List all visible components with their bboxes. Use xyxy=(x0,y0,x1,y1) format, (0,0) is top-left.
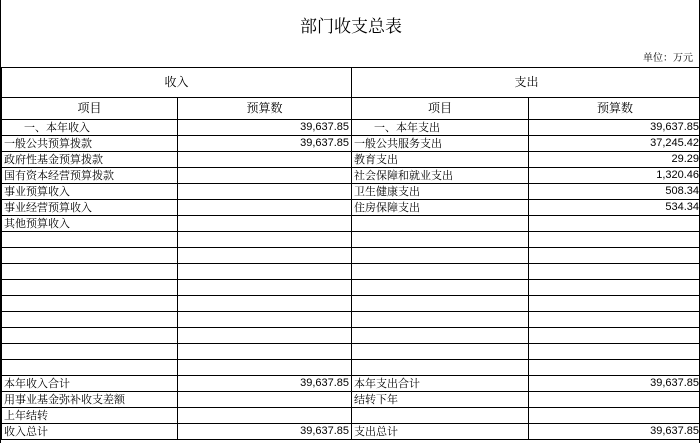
expense-budget-cell xyxy=(529,360,700,376)
income-budget-cell xyxy=(178,264,352,280)
expense-item-cell: 支出总计 xyxy=(352,424,529,440)
table-row xyxy=(2,184,700,200)
expense-item-cell xyxy=(352,312,529,328)
income-item-cell: 本年收入合计 xyxy=(2,376,178,392)
table-row xyxy=(2,232,700,248)
table-row xyxy=(2,216,700,232)
expense-item-cell: 结转下年 xyxy=(352,392,529,408)
table-row xyxy=(2,376,700,392)
table-row xyxy=(2,424,700,440)
expense-budget-cell: 37,245.42 xyxy=(529,136,700,152)
expense-budget-cell: 1,320.46 xyxy=(529,168,700,184)
income-item-cell xyxy=(2,360,178,376)
income-budget-cell: 39,637.85 xyxy=(178,424,352,440)
section-header-row xyxy=(2,68,700,98)
income-item-cell xyxy=(2,248,178,264)
income-budget-cell xyxy=(178,280,352,296)
income-budget-cell xyxy=(178,184,352,200)
income-budget-cell xyxy=(178,248,352,264)
expense-item-header: 项目 xyxy=(352,98,529,120)
income-item-cell xyxy=(2,232,178,248)
income-item-cell: 一、本年收入 xyxy=(2,120,178,136)
income-item-cell: 收入总计 xyxy=(2,424,178,440)
income-budget-cell xyxy=(178,312,352,328)
income-item-cell xyxy=(2,344,178,360)
table-row xyxy=(2,264,700,280)
expense-budget-cell: 39,637.85 xyxy=(529,424,700,440)
expense-budget-cell: 29.29 xyxy=(529,152,700,168)
table-row xyxy=(2,296,700,312)
income-budget-cell xyxy=(178,344,352,360)
expense-budget-cell: 39,637.85 xyxy=(529,120,700,136)
expense-item-cell: 住房保障支出 xyxy=(352,200,529,216)
table-row xyxy=(2,312,700,328)
expense-item-cell xyxy=(352,408,529,424)
expense-item-cell: 社会保障和就业支出 xyxy=(352,168,529,184)
expense-budget-cell xyxy=(529,248,700,264)
expense-budget-cell: 39,637.85 xyxy=(529,376,700,392)
table-row xyxy=(2,344,700,360)
income-budget-cell xyxy=(178,360,352,376)
page-title: 部门收支总表 xyxy=(300,17,402,37)
income-section-header: 收入 xyxy=(2,68,352,98)
expense-budget-cell xyxy=(529,280,700,296)
expense-budget-cell xyxy=(529,296,700,312)
expense-item-cell xyxy=(352,344,529,360)
income-item-cell: 政府性基金预算拨款 xyxy=(2,152,178,168)
expense-budget-header: 预算数 xyxy=(529,98,700,120)
expense-budget-cell xyxy=(529,328,700,344)
table-row xyxy=(2,360,700,376)
income-budget-cell xyxy=(178,392,352,408)
income-budget-cell xyxy=(178,200,352,216)
expense-item-cell: 卫生健康支出 xyxy=(352,184,529,200)
expense-item-cell xyxy=(352,216,529,232)
table-row xyxy=(2,280,700,296)
expense-item-cell xyxy=(352,328,529,344)
table-row xyxy=(2,392,700,408)
expense-item-cell xyxy=(352,232,529,248)
expense-item-cell: 教育支出 xyxy=(352,152,529,168)
expense-budget-cell: 534.34 xyxy=(529,200,700,216)
expense-budget-cell: 508.34 xyxy=(529,184,700,200)
table-row xyxy=(2,408,700,424)
income-item-cell: 用事业基金弥补收支差额 xyxy=(2,392,178,408)
expense-budget-cell xyxy=(529,264,700,280)
income-budget-cell xyxy=(178,296,352,312)
expense-budget-cell xyxy=(529,392,700,408)
expense-item-cell xyxy=(352,296,529,312)
expense-budget-cell xyxy=(529,344,700,360)
income-item-cell xyxy=(2,328,178,344)
income-item-cell xyxy=(2,280,178,296)
expense-item-cell: 一、本年支出 xyxy=(352,120,529,136)
expense-item-cell xyxy=(352,280,529,296)
income-item-cell xyxy=(2,264,178,280)
income-budget-cell: 39,637.85 xyxy=(178,136,352,152)
income-item-cell: 上年结转 xyxy=(2,408,178,424)
table-row xyxy=(2,136,700,152)
expense-item-cell xyxy=(352,264,529,280)
income-item-cell: 事业经营预算收入 xyxy=(2,200,178,216)
income-item-cell xyxy=(2,312,178,328)
table-row xyxy=(2,120,700,136)
unit-label: 单位：万元 xyxy=(643,53,693,64)
income-budget-header: 预算数 xyxy=(178,98,352,120)
expense-item-cell: 本年支出合计 xyxy=(352,376,529,392)
table-row xyxy=(2,328,700,344)
table-row xyxy=(2,200,700,216)
table-row xyxy=(2,168,700,184)
income-item-cell xyxy=(2,296,178,312)
income-budget-cell xyxy=(178,328,352,344)
expense-item-cell xyxy=(352,248,529,264)
income-budget-cell: 39,637.85 xyxy=(178,376,352,392)
income-item-header: 项目 xyxy=(2,98,178,120)
expense-budget-cell xyxy=(529,408,700,424)
table-row xyxy=(2,152,700,168)
income-budget-cell xyxy=(178,232,352,248)
income-item-cell: 一般公共预算拨款 xyxy=(2,136,178,152)
expense-item-cell xyxy=(352,360,529,376)
expense-section-header: 支出 xyxy=(352,68,700,98)
income-budget-cell xyxy=(178,168,352,184)
income-budget-cell xyxy=(178,152,352,168)
expense-budget-cell xyxy=(529,216,700,232)
table-row xyxy=(2,248,700,264)
expense-budget-cell xyxy=(529,312,700,328)
income-budget-cell: 39,637.85 xyxy=(178,120,352,136)
income-item-cell: 国有资本经营预算拨款 xyxy=(2,168,178,184)
expense-item-cell: 一般公共服务支出 xyxy=(352,136,529,152)
column-header-row xyxy=(2,98,700,120)
summary-table xyxy=(1,67,700,440)
income-item-cell: 其他预算收入 xyxy=(2,216,178,232)
income-item-cell: 事业预算收入 xyxy=(2,184,178,200)
income-budget-cell xyxy=(178,408,352,424)
expense-budget-cell xyxy=(529,232,700,248)
income-budget-cell xyxy=(178,216,352,232)
